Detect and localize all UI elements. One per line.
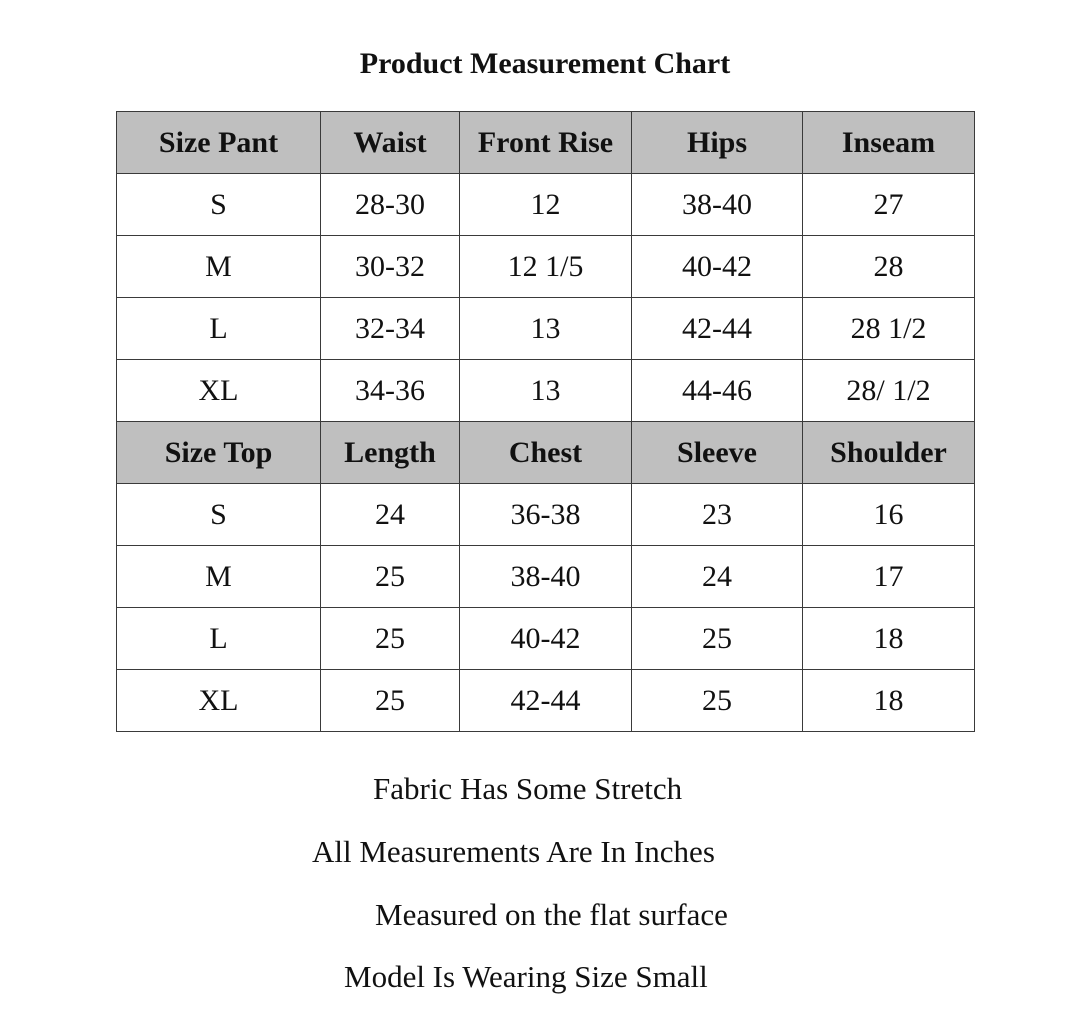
table-cell: 28-30 — [321, 174, 460, 236]
table-cell: 13 — [460, 298, 632, 360]
measurement-table — [116, 111, 975, 732]
table-cell: 28 — [803, 236, 975, 298]
table-cell: 25 — [321, 608, 460, 670]
table-row — [117, 484, 975, 546]
header-cell: Chest — [460, 422, 632, 484]
note-text: Measured on the flat surface — [375, 897, 728, 932]
table-cell: 30-32 — [321, 236, 460, 298]
table-cell: 12 1/5 — [460, 236, 632, 298]
table-cell: 17 — [803, 546, 975, 608]
table-cell: 42-44 — [632, 298, 803, 360]
table-row — [117, 360, 975, 422]
table-cell: 38-40 — [632, 174, 803, 236]
table-cell: 18 — [803, 608, 975, 670]
header-cell: Inseam — [803, 112, 975, 174]
table-cell: 40-42 — [460, 608, 632, 670]
table-cell: M — [117, 546, 321, 608]
table-cell: S — [117, 484, 321, 546]
note-text: Fabric Has Some Stretch — [373, 771, 683, 806]
table-cell: 44-46 — [632, 360, 803, 422]
table-cell: XL — [117, 670, 321, 732]
table-cell: XL — [117, 360, 321, 422]
table-cell: 25 — [321, 546, 460, 608]
table-cell: M — [117, 236, 321, 298]
header-cell: Hips — [632, 112, 803, 174]
header-cell: Size Pant — [117, 112, 321, 174]
table-cell: 36-38 — [460, 484, 632, 546]
table-cell: 38-40 — [460, 546, 632, 608]
table-cell: 28/ 1/2 — [803, 360, 975, 422]
page-title: Product Measurement Chart — [359, 47, 731, 80]
table-cell: 12 — [460, 174, 632, 236]
note-text: Model Is Wearing Size Small — [344, 959, 708, 994]
table-cell: 13 — [460, 360, 632, 422]
table-row — [117, 236, 975, 298]
tops-header-row — [117, 422, 975, 484]
table-cell: 32-34 — [321, 298, 460, 360]
header-cell: Waist — [321, 112, 460, 174]
note-text: All Measurements Are In Inches — [312, 834, 715, 869]
table-cell: 24 — [632, 546, 803, 608]
table-cell: L — [117, 298, 321, 360]
table-cell: 40-42 — [632, 236, 803, 298]
table-row — [117, 670, 975, 732]
table-cell: 25 — [632, 670, 803, 732]
table-cell: 27 — [803, 174, 975, 236]
table-row — [117, 174, 975, 236]
table-cell: S — [117, 174, 321, 236]
header-cell: Shoulder — [803, 422, 975, 484]
table-cell: 23 — [632, 484, 803, 546]
table-cell: L — [117, 608, 321, 670]
table-row — [117, 298, 975, 360]
pants-header-row — [117, 112, 975, 174]
table-cell: 24 — [321, 484, 460, 546]
table-cell: 28 1/2 — [803, 298, 975, 360]
table-row — [117, 608, 975, 670]
header-cell: Front Rise — [460, 112, 632, 174]
table-cell: 25 — [632, 608, 803, 670]
table-cell: 25 — [321, 670, 460, 732]
table-cell: 34-36 — [321, 360, 460, 422]
header-cell: Sleeve — [632, 422, 803, 484]
header-cell: Length — [321, 422, 460, 484]
table-cell: 16 — [803, 484, 975, 546]
table-cell: 18 — [803, 670, 975, 732]
table-cell: 42-44 — [460, 670, 632, 732]
header-cell: Size Top — [117, 422, 321, 484]
table-row — [117, 546, 975, 608]
